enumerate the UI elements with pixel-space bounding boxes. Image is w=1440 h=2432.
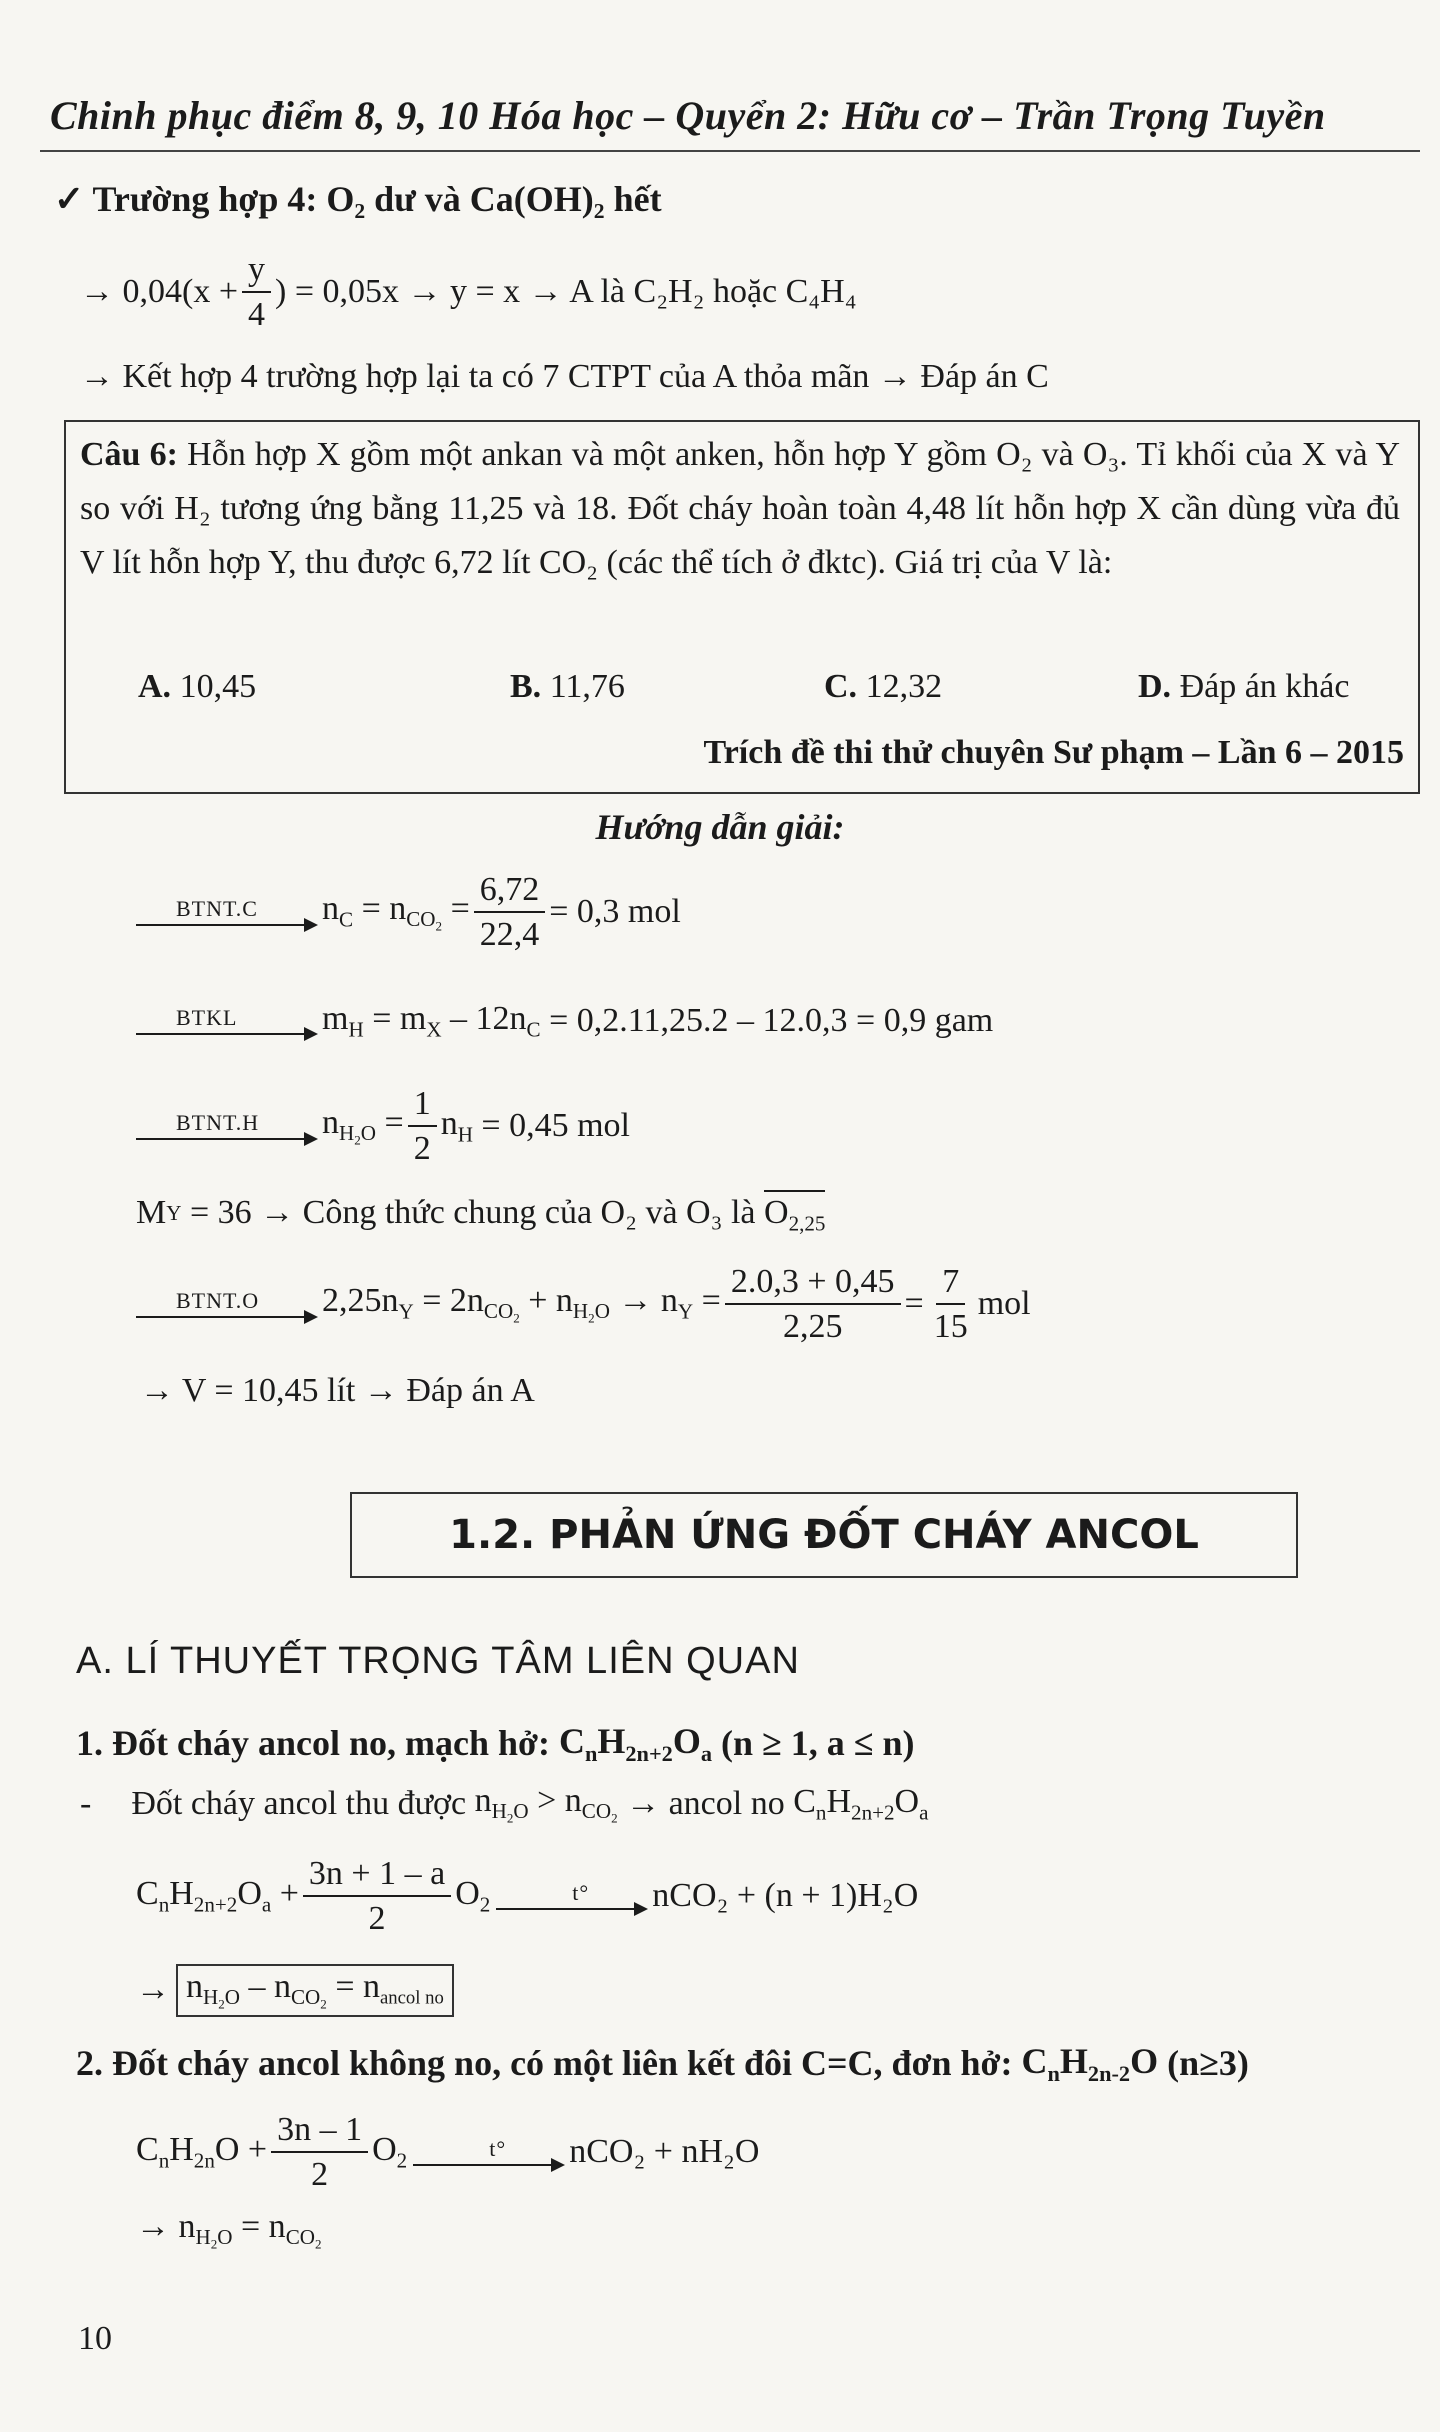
- solution-line-1: [136, 870, 681, 954]
- fraction: [408, 1084, 437, 1168]
- eq-part: nCO₂ + (n + 1)H₂O: [652, 1877, 919, 1915]
- eq-part: =: [904, 1285, 924, 1323]
- eq-part: $m_H = m_X - 12n_C$: [322, 1000, 541, 1042]
- solution-heading: Hướng dẫn giải:: [595, 807, 845, 847]
- formula: $n_{H_2O} > n_{CO_2}$: [474, 1782, 618, 1826]
- eq-sub: Y: [166, 1200, 182, 1225]
- arrow-btnt-h: [136, 1112, 316, 1140]
- solution-line-3: [136, 1084, 630, 1168]
- eq-part: → 0,04(x +: [80, 273, 238, 311]
- item-title-text: 1. Đốt cháy ancol no, mạch hở:: [76, 1723, 550, 1764]
- solution-line-6: → V = 10,45 lít → Đáp án A: [140, 1372, 535, 1409]
- formula: $C_nH_{2n+2}O_a$: [558, 1721, 712, 1766]
- boxed-result: $n_{H_2O} - n_{CO_2} = n_{ancol no}$: [176, 1964, 454, 2017]
- item-title-text: 2. Đốt cháy ancol không no, có một liên kết đôi C=C, đơn hở:: [76, 2043, 1013, 2084]
- eq-part: $n_H$: [440, 1104, 473, 1147]
- arrow-label: BTKL: [176, 1005, 238, 1031]
- question-label: Câu 6:: [80, 436, 178, 473]
- option-text: 11,76: [549, 668, 625, 705]
- bullet-text: Đốt cháy ancol thu được: [131, 1785, 467, 1823]
- header-rule: [40, 150, 1420, 152]
- eq-part: = 0,45 mol: [481, 1107, 630, 1145]
- arrow-btkl: [136, 1007, 316, 1035]
- case4-conclusion: → Kết hợp 4 trường hợp lại ta có 7 CTPT của A thỏa mãn → Đáp án C: [80, 358, 1049, 395]
- option-letter: A.: [138, 668, 172, 705]
- question-text: [80, 428, 1400, 590]
- solution-line-5: [136, 1262, 1031, 1346]
- frac-den: 4: [248, 296, 265, 334]
- question-body: Hỗn hợp X gồm một ankan và một anken, hỗn hợp Y gồm O₂ và O₃. Tỉ khối của X và Y so với H₂ tương ứng bằng 11,25 và 18. Đốt cháy hoàn toàn 4,48 lít hỗn hợp X cần dùng vừa đủ V lít hỗn hợp Y, thu được 6,72 lít CO₂ (các thể tích ở đktc). Giá trị của V là:: [80, 436, 1400, 581]
- fraction: [928, 1262, 974, 1346]
- fraction: [725, 1262, 901, 1346]
- eq-part: $n_C = n_{CO_2}$ =: [322, 889, 470, 934]
- frac-num: 1: [408, 1084, 437, 1127]
- solution-line-4: [136, 1190, 825, 1236]
- arrow-icon: [136, 1138, 316, 1140]
- formula: $C_nH_{2n}O$ +: [136, 2130, 268, 2173]
- option-letter: C.: [824, 668, 858, 705]
- item1-reaction: [136, 1854, 918, 1938]
- formula: → $n_{H_2O} = n_{CO_2}$: [136, 2208, 322, 2252]
- option-letter: B.: [510, 668, 542, 705]
- eq-part: $n_{H_2O}$ =: [322, 1103, 404, 1148]
- solution-line-2: [136, 1000, 993, 1042]
- option-c: [824, 668, 942, 706]
- frac-num: 6,72: [474, 870, 546, 913]
- eq-part: M: [136, 1194, 167, 1232]
- option-text: 10,45: [179, 668, 257, 705]
- item2-result: [136, 2208, 322, 2253]
- frac-den: 2: [311, 2156, 329, 2194]
- option-letter: D.: [1138, 668, 1172, 705]
- fraction: [271, 2110, 368, 2194]
- frac-den: 2: [368, 1900, 386, 1938]
- frac-num: y: [242, 250, 271, 293]
- item2-reaction: [136, 2110, 759, 2194]
- eq-part: ) = 0,05x → y = x → A là C₂H₂ hoặc C₄H₄: [275, 273, 857, 311]
- arrow-label: BTNT.C: [176, 896, 258, 922]
- option-a: [138, 668, 256, 706]
- arrow-btnt-c: [136, 898, 316, 926]
- eq-sub: ancol no: [380, 1987, 444, 2009]
- eq-part: = 0,3 mol: [549, 893, 681, 931]
- arrow-label: t°: [572, 1880, 590, 1906]
- eq-part: $2,25n_Y = 2n_{CO_2} + n_{H_2O} \to n_Y$ =: [322, 1281, 721, 1326]
- option-b: [510, 668, 625, 706]
- eq-part: = 36 → Công thức chung của O₂ và O₃ là: [189, 1194, 756, 1232]
- fraction: [303, 1854, 451, 1938]
- frac-num: 3n + 1 – a: [303, 1854, 451, 1897]
- eq-part: O: [764, 1194, 789, 1231]
- section-title-box: [350, 1492, 1298, 1578]
- frac-den: 2,25: [782, 1308, 843, 1346]
- formula: $C_nH_{2n+2}O_a$ +: [136, 1874, 299, 1917]
- frac-num: 7: [936, 1262, 965, 1305]
- formula: $C_nH_{2n+2}O_a$: [793, 1783, 929, 1825]
- formula: $O_2$: [455, 1874, 491, 1917]
- item1-bullet: [80, 1782, 928, 1827]
- theory-heading: A. LÍ THUYẾT TRỌNG TÂM LIÊN QUAN: [76, 1640, 800, 1682]
- eq-part: mol: [977, 1285, 1031, 1323]
- arrow-icon: [136, 924, 316, 926]
- bullet-text: → ancol no: [626, 1785, 785, 1823]
- running-header: Chinh phục điểm 8, 9, 10 Hóa học – Quyển 2: Hữu cơ – Trần Trọng Tuyền: [50, 93, 1326, 138]
- eq-sub: 2,25: [788, 1211, 826, 1236]
- frac-den: 22,4: [479, 916, 540, 954]
- arrow-icon: [136, 1033, 316, 1035]
- arrow-label: t°: [489, 2136, 507, 2162]
- arrow-icon: [413, 2164, 563, 2166]
- case4-title: [54, 178, 662, 220]
- fraction: [474, 870, 546, 954]
- frac-num: 2.0,3 + 0,45: [725, 1262, 901, 1305]
- formula: $C_nH_{2n-2}O$: [1021, 2041, 1159, 2086]
- bullet-dash: -: [80, 1785, 92, 1823]
- page-number: 10: [78, 2320, 112, 2357]
- option-text: Đáp án khác: [1179, 668, 1350, 705]
- frac-den: 15: [933, 1308, 968, 1346]
- eq-part: = 0,2.11,25.2 – 12.0,3 = 0,9 gam: [549, 1002, 994, 1040]
- arrow-icon: [496, 1908, 646, 1910]
- frac-den: 2: [413, 1130, 431, 1168]
- check-icon: ✓: [54, 179, 85, 219]
- arrow-icon: [136, 1316, 316, 1318]
- formula: $O_2$: [372, 2130, 408, 2173]
- arrow-heat: [413, 2138, 563, 2166]
- item2-title: [76, 2040, 1249, 2087]
- section-title: 1.2. PHẢN ỨNG ĐỐT CHÁY ANCOL: [449, 1512, 1199, 1558]
- eq-part: nCO₂ + nH₂O: [569, 2133, 760, 2171]
- item-cond: (n≥3): [1167, 2043, 1249, 2084]
- arrow-heat: [496, 1882, 646, 1910]
- arrow-label: BTNT.H: [176, 1110, 260, 1136]
- arrow-btnt-o: [136, 1290, 316, 1318]
- arrow-icon: →: [136, 1971, 170, 2009]
- item1-result: [136, 1964, 454, 2017]
- item1-title: [76, 1720, 915, 1767]
- overline-formula: [764, 1190, 825, 1236]
- case4-title-text: Trường hợp 4: O₂ dư và Ca(OH)₂ hết: [92, 179, 662, 219]
- question-source: Trích đề thi thử chuyên Sư phạm – Lần 6 – 2015: [703, 734, 1404, 771]
- option-d: [1138, 668, 1349, 706]
- case4-equation: [80, 250, 857, 334]
- option-text: 12,32: [865, 668, 943, 705]
- frac-num: 3n – 1: [271, 2110, 368, 2153]
- fraction-y-4: [242, 250, 271, 334]
- arrow-label: BTNT.O: [176, 1288, 260, 1314]
- item-cond: (n ≥ 1, a ≤ n): [721, 1723, 915, 1764]
